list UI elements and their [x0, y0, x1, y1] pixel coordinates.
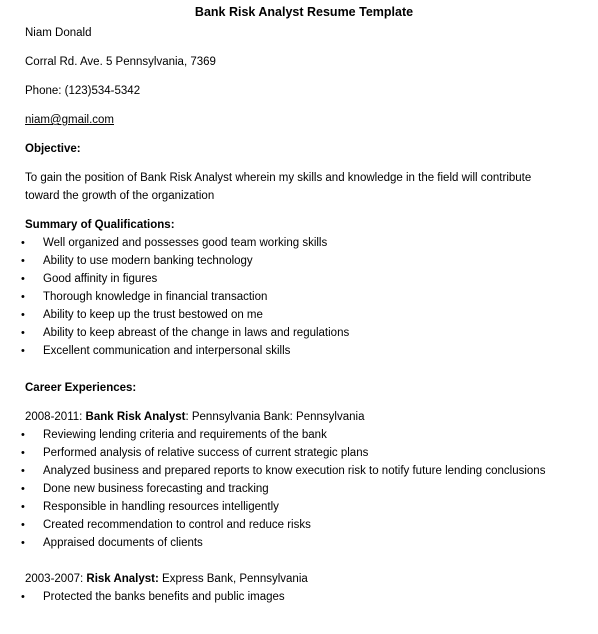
list-item: • Ability to use modern banking technology	[25, 252, 598, 270]
bullet-icon: •	[21, 501, 25, 513]
list-item: • Ability to keep abreast of the change in laws and regulations	[25, 324, 598, 342]
bullet-icon: •	[21, 465, 25, 477]
list-item: • Created recommendation to control and reduce risks	[25, 516, 598, 534]
bullet-icon: •	[21, 255, 25, 267]
career-heading: Career Experiences:	[25, 382, 137, 394]
list-item: • Well organized and possesses good team working skills	[25, 234, 598, 252]
bullet-icon: •	[21, 309, 25, 321]
job-duties-2	[21, 588, 598, 606]
list-item: • Excellent communication and interpersonal skills	[25, 342, 598, 360]
list-item: • Good affinity in figures	[25, 270, 598, 288]
bullet-icon: •	[21, 327, 25, 339]
objective-heading: Objective:	[25, 143, 81, 155]
job-role: Risk Analyst:	[86, 573, 159, 585]
bullet-icon: •	[21, 483, 25, 495]
objective-text: To gain the position of Bank Risk Analyst wherein my skills and knowledge in the field will contribute toward the growth of the organization	[25, 172, 532, 202]
list-item: • Ability to keep up the trust bestowed on me	[25, 306, 598, 324]
qualifications-heading: Summary of Qualifications:	[25, 219, 175, 231]
job-duties-1	[21, 426, 598, 552]
contact-phone: Phone: (123)534-5342	[25, 85, 141, 97]
bullet-icon: •	[21, 429, 25, 441]
bullet-icon: •	[21, 291, 25, 303]
contact-address: Corral Rd. Ave. 5 Pennsylvania, 7369	[25, 56, 216, 68]
list-item: • Performed analysis of relative success of current strategic plans	[25, 444, 598, 462]
list-item: • Responsible in handling resources intelligently	[25, 498, 598, 516]
job-header-1: 2008-2011: Bank Risk Analyst: Pennsylvania Bank: Pennsylvania	[25, 411, 365, 423]
contact-email-row	[25, 111, 598, 129]
qualifications-list	[21, 234, 598, 360]
job-role: Bank Risk Analyst	[85, 411, 186, 423]
document-title: Bank Risk Analyst Resume Template	[194, 5, 414, 19]
bullet-icon: •	[21, 237, 25, 249]
contact-name: Niam Donald	[25, 27, 92, 39]
bullet-icon: •	[21, 345, 25, 357]
job-header-2: 2003-2007: Risk Analyst: Express Bank, Pennsylvania	[25, 573, 308, 585]
bullet-icon: •	[21, 519, 25, 531]
bullet-icon: •	[21, 447, 25, 459]
contact-email-link[interactable]: niam@gmail.com	[25, 114, 115, 126]
list-item: • Done new business forecasting and tracking	[25, 480, 598, 498]
bullet-icon: •	[21, 537, 25, 549]
list-item: • Appraised documents of clients	[25, 534, 598, 552]
bullet-icon: •	[21, 591, 25, 603]
bullet-icon: •	[21, 273, 25, 285]
list-item: • Thorough knowledge in financial transaction	[25, 288, 598, 306]
list-item: • Protected the banks benefits and public images	[25, 588, 598, 606]
list-item: • Analyzed business and prepared reports to know execution risk to notify future lending conclusions	[25, 462, 598, 480]
list-item: • Reviewing lending criteria and requirements of the bank	[25, 426, 598, 444]
